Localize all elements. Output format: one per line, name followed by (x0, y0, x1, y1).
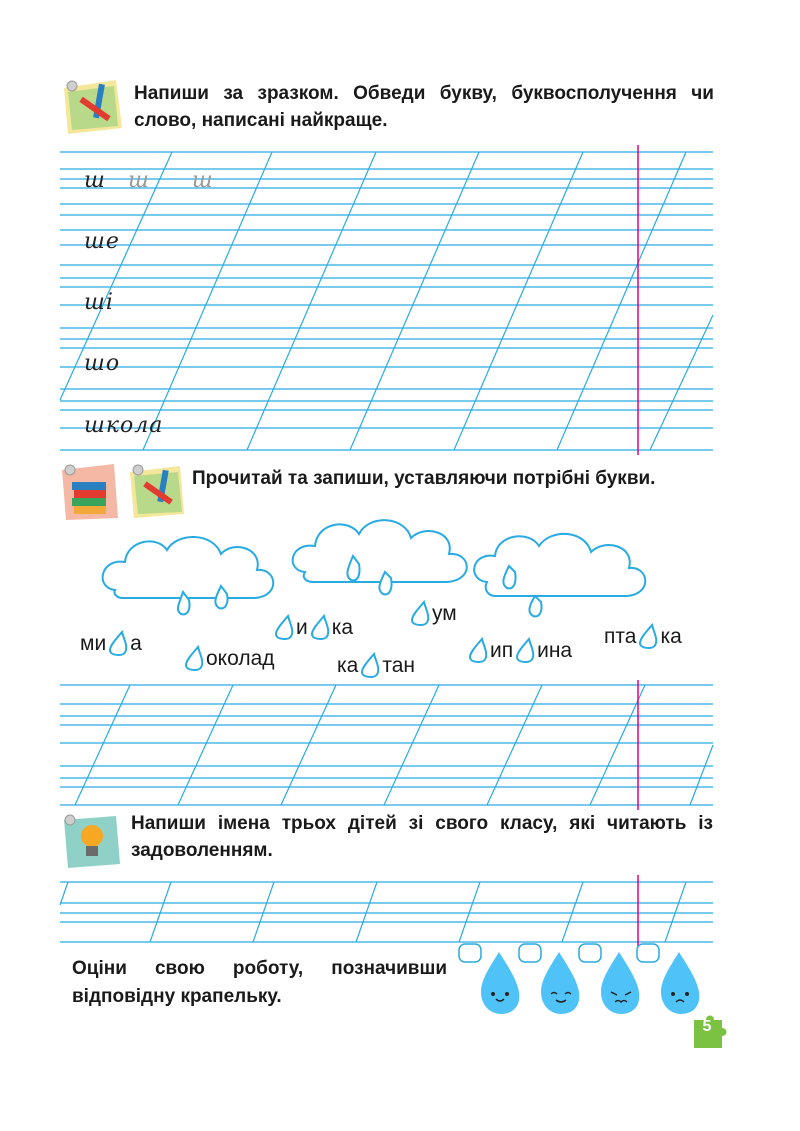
assessment-text: Оціни свою роботу, позначивши відповідну крапельку. (72, 958, 447, 1007)
writing-lines-block-3 (0, 875, 800, 950)
sample-sh: ш (84, 168, 106, 193)
word-4-before: ка (337, 654, 359, 677)
word-2-after: околад (206, 647, 275, 670)
task1-instruction: Напиши за зразком. Обведи букву, буквосполучення чи слово, написані найкраще. (134, 83, 714, 131)
droplet-slot-icon (409, 600, 431, 626)
droplet-slot-icon (183, 645, 205, 671)
lightbulb-sticker-icon (58, 810, 124, 870)
page-number: 5 (702, 1018, 712, 1035)
word-6-after: ип (490, 639, 514, 662)
traced-sh: ш ш (128, 168, 231, 193)
word-1-before: ми (80, 632, 107, 655)
droplet-unsure-icon (601, 952, 639, 1014)
task2-instruction: Прочитай та запиши, уставляючи потрібні букви. (192, 468, 656, 489)
droplet-slot-icon (359, 652, 381, 678)
droplet-slot-icon (107, 630, 129, 656)
droplet-slot-icon (467, 637, 489, 663)
droplet-slot-icon (309, 614, 331, 640)
word-6 (466, 637, 572, 663)
word-2 (182, 645, 275, 671)
task3-instruction: Напиши імена трьох дітей зі свого класу, які читають із задоволенням. (131, 813, 713, 861)
droplet-happy-icon (481, 952, 519, 1014)
word-1 (80, 630, 142, 656)
sample-sho: шо (84, 351, 121, 376)
sample-she: ше (84, 229, 120, 254)
assessment-droplets (455, 940, 715, 1020)
word-3 (272, 614, 353, 640)
writing-lines-block-1 (0, 145, 800, 455)
page-number-badge (692, 1012, 730, 1050)
word-7-before: пта (604, 625, 637, 648)
word-5 (408, 600, 457, 626)
word-7-after: ка (660, 625, 682, 648)
sample-shi: ші (84, 290, 114, 315)
droplet-slot-icon (514, 637, 536, 663)
word-3-extra: ка (331, 616, 354, 639)
sample-shkola: школа (84, 413, 164, 438)
writing-lines-block-2 (0, 680, 800, 810)
droplet-slot-icon (637, 623, 659, 649)
word-4 (337, 652, 415, 678)
droplet-content-icon (541, 952, 579, 1014)
droplet-slot-icon (273, 614, 295, 640)
word-4-after: тан (382, 654, 415, 677)
droplet-sad-icon (661, 952, 699, 1014)
clouds-illustration (95, 510, 685, 620)
word-1-after: а (130, 632, 142, 655)
pencil-sticker-icon (58, 76, 128, 138)
word-3-after: и (296, 616, 308, 639)
word-6-extra: ина (537, 639, 573, 662)
word-5-after: ум (432, 602, 457, 625)
word-7 (604, 623, 682, 649)
